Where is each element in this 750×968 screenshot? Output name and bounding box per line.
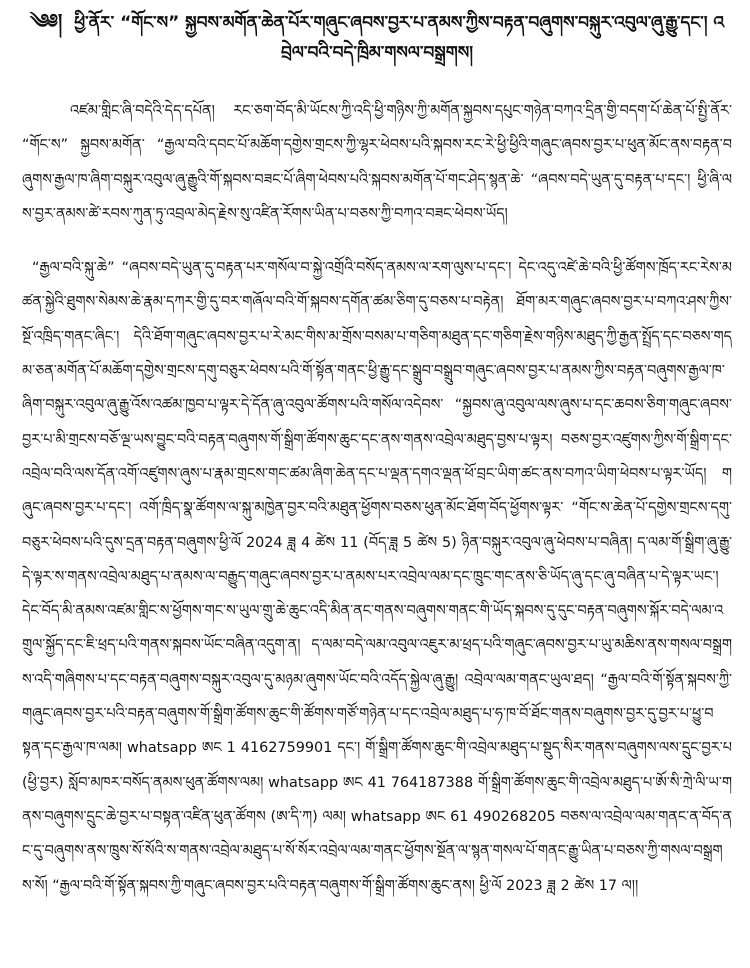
paragraph-1: འཛམ་གླིང་ཞི་བདེའི་དེད་དཔོན། རང་ཅག་བོད་མི་ཡོངས་ཀྱི་འདི་ཕྱི་གཉིས་ཀྱི་མགོན་སྐྱབས་དཔུང་གཉེན་བཀའ་དྲིན་གྱི་བདག་པོ་ཆེན་པོ་སྤྱི་ནོར་ “གོང་ས” སྐྱབས་མགོན་ “རྒྱལ་བའི་དབང་པོ་མཆོག་དགྱེས་གྲངས་ཀྱི་ལྷར་ཕེབས་པའི་སྐབས་རང་རེ་ཕྱི་ཕྱིའི་གཞུང་ཞབས་བྱར་པ་ཕུན་མོང་ནས་བརྟན་བཞུགས་རྒྱལ་ཁ་ཞིག་བསྐུར་འབུལ་ཞུ་རྒྱུའི་གོ་སྐབས་བཟང་པོ་ཞིག་ཕེབས་པའི་སྐབས་མགོན་པོ་གང་ཤེད་སྙན་ཆེ་ “ཞབས་བདེ་ཡུན་དུ་བརྟན་པ་དང་། ཕྱི་ཞི་ལས་བྱར་ནམས་ཚེ་རབས་ཀུན་ཏུ་འབྲལ་མེད་རྗེས་སུ་འཛིན་རོགས་ཡིན་པ་བཅས་ཀྱི་བཀའ་བཟང་ཕེབས་ཡོད། xyxy=(22,103,732,222)
title-text: ཕྱི་ནོར་ “གོང་ས” སྐྱབས་མགོན་ཆེན་པོར་གཞུང་ཞབས་བྱར་པ་ནམས་ཀྱིས་བརྟན་བཞུགས་བསྐུར་འབུལ་ཞུ་རྒྱུ་དང་། འབྲེལ་བའི་བདེ་ཁྲིམ་གསལ་བསྒྲགས། xyxy=(74,13,725,63)
yig-mgo-symbol: ༄༅། xyxy=(29,9,63,33)
document-title xyxy=(22,6,732,68)
paragraph-2: “རྒྱལ་བའི་སྐུ་ཆེ” “ཞབས་བདེ་ཡུན་དུ་བརྟན་པར་གསོལ་བ་སྐྱེ་འགྲོའི་བསོད་ནམས་ལ་རག་ལུས་པ་དང་། དེང་འདུ་འཛེ་ཆེ་བའི་ཕྱི་ཚོགས་ཁྲོད་རང་རེས་མཚན་སྐྱེའི་ཐུགས་སེམས་ཆེ་རྣམ་དཀར་གྱི་དུ་བར་གཞོལ་བའི་གོ་སྐབས་དགོན་ཚམ་ཅིག་དུ་བཅས་པ་བརྟེན། ཐོག་མར་གཞུང་ཞབས་བྱར་པ་བཀའ་ཤས་ཀྱིས་སྔོ་འཁྲིད་གནང་ཞིང་། དེའི་ཐོག་གཞུང་ཞབས་བྱར་པ་རེ་མང་གིས་མ་གྲོས་བསམ་པ་གཅིག་མཐུན་དང་གཅིག་རྗེས་གཉིས་མཐུད་ཀྱི་རྒྱན་སྤྲོད་དང་བཅས་གདམ་ཅན་མགོན་པོ་མཆོག་དགྱེས་གྲངས་དགུ་བཅུར་ཕེབས་པའི་གོ་སྟོན་གནང་ཕྱི་རྒྱུ་དང་སྒྲུབ་བསྒྲུབ་གཞུང་ཞབས་བྱར་པ་ནམས་ཀྱིས་བརྟན་བཞུགས་རྒྱལ་ཁ་ཞིག་བསྐུར་འབུལ་ཞུ་རྒྱུ་འོས་འཚམ་ཁྱབ་པ་ལྟར་དེ་དོན་ཞུ་འབུལ་ཚོགས་པའི་གསོལ་འདེབས་ “སྐྱབས་ཞུ་འབུལ་ལས་ཞུས་པ་དང་ཆབས་ཅིག་གཞུང་ཞབས་བྱར་པ་མི་གྲངས་བཅོ་ལྔ་ཡས་བྱུང་བའི་བརྟན་བཞུགས་གོ་སྒྲིག་ཚོགས་ཆུང་དང་ནས་གནས་འབྲེལ་མཐུད་བྱས་པ་ལྟར། བཅས་བྱར་འཛུགས་ཀྱིས་གོ་སྒྲིག་དང་འབྲེལ་བའི་ལས་དོན་འགོ་འཛུགས་ཞུས་པ་རྣམ་གྲངས་གང་ཚམ་ཞིག་ཆེན་དང་པ་ལྡན་དགའ་ལྡན་ཕོ་བྲང་ཡིག་ཚང་ནས་བཀའ་ཡིག་ཕེབས་པ་ལྟར་ཡོད། གཞུང་ཞབས་བྱར་པ་དང་། འགོ་ཁྲིད་སྣ་ཚོགས་ལ་སྐུ་མཁྱེན་བྱར་བའི་མཐུན་ཕྱོགས་བཅས་ཕུན་མོང་ཐོག་བོད་ཕྱོགས་ལྟར་ “གོང་ས་ཆེན་པོ་དགྱེས་གྲངས་དགུ་བཅུར་ཕེབས་པའི་དུས་དྲན་བརྟན་བཞུགས་ཕྱི་ལོ 2024 ཟླ 4 ཚེས 11 (བོད་ཟླ 5 ཚེས 5) ཉིན་བསྐུར་འབུལ་ཞུ་ཕེབས་པ་བཞིན། ད་ལམ་གོ་སྒྲིག་ཞུ་རྒྱུ་དེ་ལྟར་ས་གནས་འབྲེལ་མཐུད་པ་ནམས་ལ་བརྒྱུད་གཞུང་ཞབས་བྱར་པ་ནམས་པར་འབྲེལ་ལམ་དང་ཁྲུང་གང་ནས་ཅི་ཡོད་ཞུ་དང་ཞུ་བཞིན་པ་དེ་ལྟར་ཡང་། དེང་བོད་མི་ནམས་འཛམ་གླིང་ས་ཕྱོགས་གང་ས་ཡུལ་གྲུ་ཆེ་ཆུང་འདི་མིན་ནང་གནས་བཞུགས་གནང་གི་ཡོད་སྐབས་དུ་དུང་བརྟན་བཞུགས་སྐོར་བདེ་ལམ་འགྲུལ་སྐྱོད་དང་ཇི་ཕྲད་པའི་གནས་སྐབས་ཡོང་བཞིན་འདུག་ན། ད་ལམ་བདེ་ལམ་འབུལ་འཇུར་མ་ཕྲད་པའི་གཞུང་ཞབས་བྱར་པ་ཡུ་མཆིས་ནས་གསལ་བསྒྲགས་འདི་གཞིགས་པ་དང་བརྟན་བཞུགས་བསྐུར་འབུལ་དུ་མཉམ་ཞུགས་ཡོང་བའི་འདོད་སྐྱེལ་ཞུ་རྒྱུ། འབྲེལ་ལམ་གནང་ཡུལ་ཐད། “རྒྱལ་བའི་གོ་སྟོན་སྐབས་ཀྱི་གཞུང་ཞབས་བྱར་པའི་བརྟན་བཞུགས་གོ་སྒྲིག་ཚོགས་ཆུང་གི་ཚོགས་གཙོ་གཉེན་པ་དང་འབྲེལ་མཐུད་པ་ཧ་ཁ་བོ་ཐོང་གནས་བཞུགས་བྱར་དུ་བྱར་པ་ཕྱུ་བསྟན་དང་རྒྱལ་ཁ་ལམ། whatsapp ཨང 1 4162759901 དང་། གོ་སྒྲིག་ཚོགས་ཆུང་གི་འབྲེལ་མཐུད་པ་སྡུད་སིར་གནས་བཞུགས་ལས་དྲུང་བྱར་པ (ཕྱི་བྱར) སློབ་མཁར་བསོད་ནམས་ཕུན་ཚོགས་ལམ། whatsapp ཨང 41 764187388 གོ་སྒྲིག་ཚོགས་ཆུང་གི་འབྲེལ་མཐུད་པ་ཨོ་སི་ཀྲེ་ལི་ཡ་གནས་བཞུགས་དྲུང་ཆེ་བྱར་པ་བསྟན་འཛིན་ཕུན་ཚོགས (ཨ་དི་ཀ) ལམ། whatsapp ཨང 61 490268205 བཅས་ལ་འབྲེལ་ལམ་གནང་ན་བོད་ནང་དུ་བཞུགས་ནས་ཁྲུས་སོ་སོའི་ས་གནས་འབྲེལ་མཐུད་པ་སོ་སོར་འབྲེལ་ལམ་གནང་ཕྱོགས་སྔོན་ལ་སྙན་གསལ་པོ་གནང་རྒྱུ་ཡིན་པ་བཅས་ཀྱི་གསལ་བསྒྲགས་སོ། “རྒྱལ་བའི་གོ་སྟོན་སྐབས་ཀྱི་གཞུང་ཞབས་བྱར་པའི་བརྟན་བཞུགས་གོ་སྒྲིག་ཚོགས་ཆུང་ནས། ཕྱི་ལོ 2023 ཟླ 2 ཚེས 17 ལ།། xyxy=(22,260,732,894)
